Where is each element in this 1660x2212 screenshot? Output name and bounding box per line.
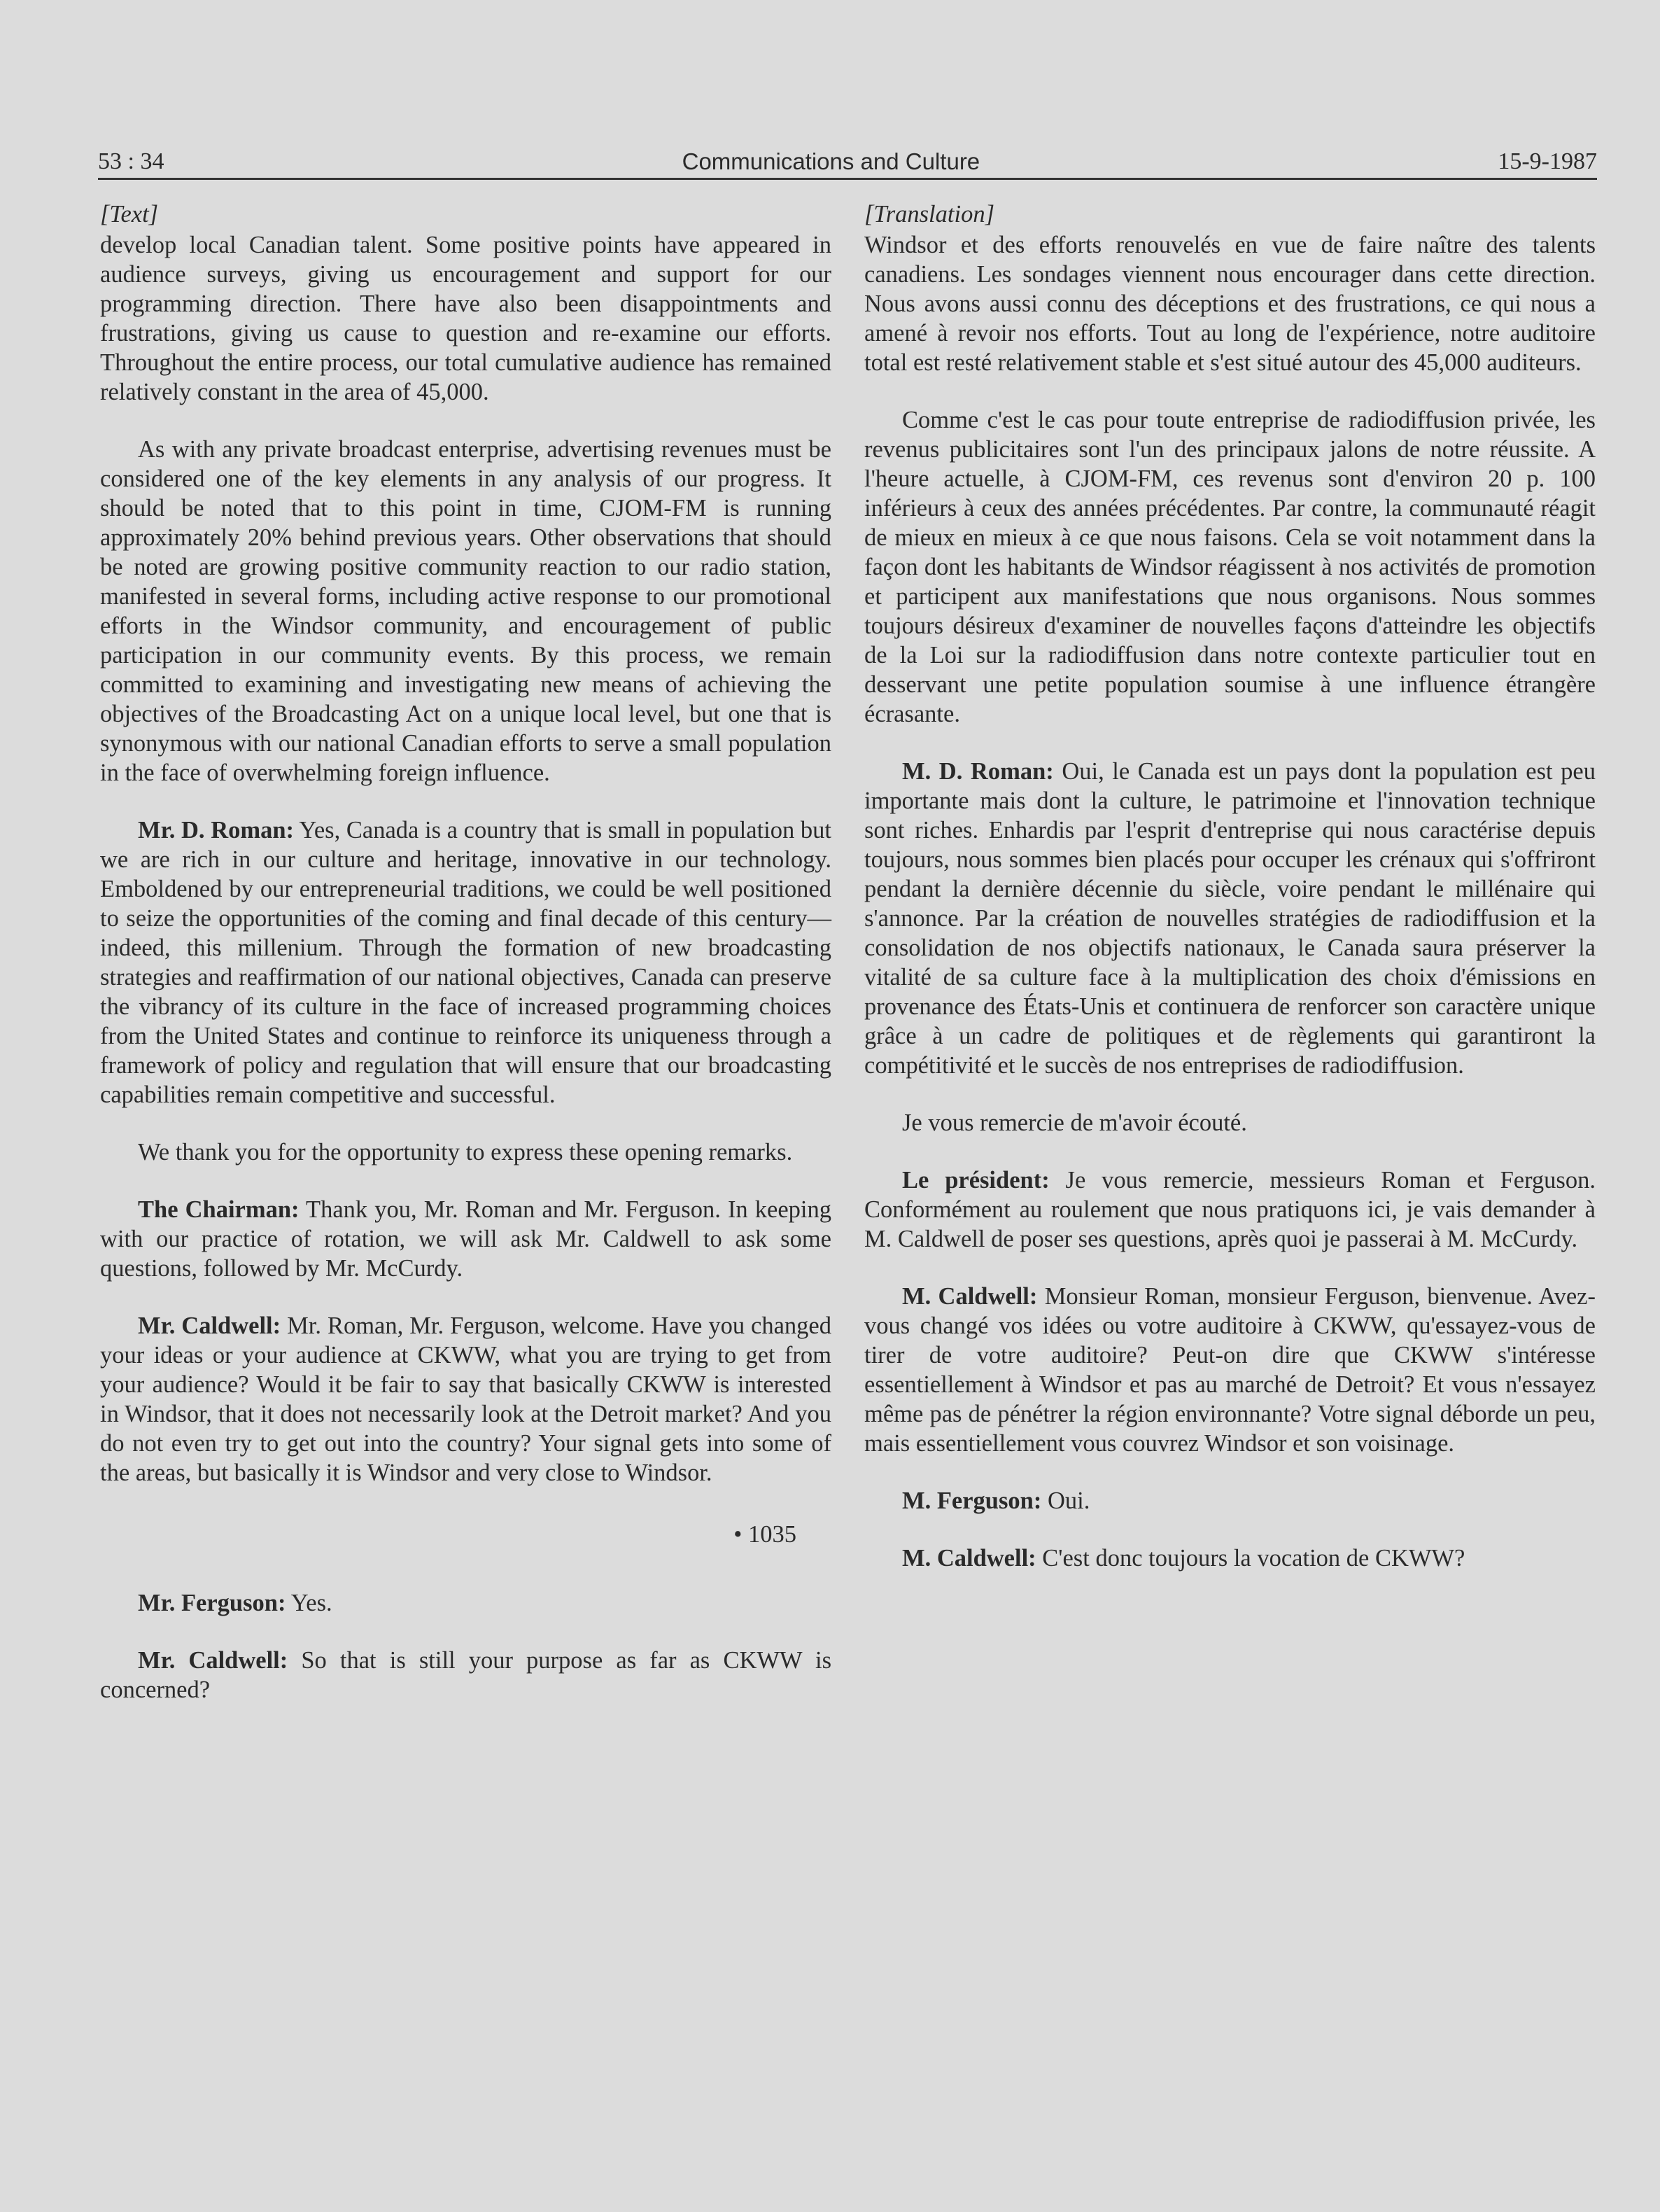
text-marker: [Text] bbox=[100, 201, 159, 227]
speaker-name: M. Caldwell: bbox=[902, 1283, 1038, 1310]
speech-paragraph bbox=[864, 757, 1596, 1080]
speaker-name: M. Caldwell: bbox=[902, 1545, 1036, 1572]
speech-paragraph bbox=[100, 1195, 831, 1283]
english-column bbox=[100, 200, 831, 1704]
issue-date: 15-9-1987 bbox=[1498, 148, 1597, 174]
speech-paragraph bbox=[100, 1588, 831, 1618]
time-stamp: • 1035 bbox=[733, 1521, 796, 1548]
paragraph: Je vous remercie de m'avoir écouté. bbox=[902, 1110, 1247, 1136]
speech-text: Oui. bbox=[1041, 1488, 1090, 1514]
translation-marker: [Translation] bbox=[864, 201, 994, 227]
speaker-name: Mr. Ferguson: bbox=[138, 1590, 286, 1616]
speech-paragraph bbox=[864, 1282, 1596, 1458]
speech-text: Monsieur Roman, monsieur Ferguson, bienvenue. Avez-vous changé vos idées ou votre auditoire à CKWW, qu'essayez-vous de tirer de votre auditoire? Peut-on dire que CKWW s'intéresse essentiellement à Windsor et pas au marché de Detroit? Et vous n'essayez même pas de pénétrer la région environnante? Votre signal déborde un peu, mais essentiellement vous couvrez Windsor et son voisinage. bbox=[864, 1283, 1596, 1457]
paragraph: Windsor et des efforts renouvelés en vue de faire naître des talents canadiens. Les sondages viennent nous encourager dans cette direction. Nous avons aussi connu des déceptions et des frustrations, ce qui nous a amené à revoir nos efforts. Tout au long de l'expérience, notre auditoire total est resté relativement stable et s'est situé autour des 45,000 auditeurs. bbox=[864, 232, 1596, 376]
french-column bbox=[864, 200, 1596, 1573]
speech-paragraph bbox=[100, 1311, 831, 1488]
paragraph: As with any private broadcast enterprise, advertising revenues must be considered one of the key elements in any analysis of our progress. It should be noted that to this point in time, CJOM-FM is running approximately 20% behind previous years. Other observations that should be noted are growing positive community reaction to our radio station, manifested in several forms, including active response to our promotional efforts in the Windsor community, and encouragement of public participation in our community events. By this process, we remain committed to examining and investigating new means of achieving the objectives of the Broadcasting Act on a unique local level, but one that is synonymous with our national Canadian efforts to serve a small population in the face of overwhelming foreign influence. bbox=[100, 436, 831, 786]
speech-paragraph bbox=[864, 1166, 1596, 1254]
speech-text: Yes, Canada is a country that is small in population but we are rich in our culture and heritage, innovative in our technology. Emboldened by our entrepreneurial traditions, we could be well positioned to seize the opportunities of the coming and final decade of this century—indeed, this millenium. Through the formation of new broadcasting strategies and reaffirmation of our national objectives, Canada can preserve the vibrancy of its culture in the face of increased programming choices from the United States and continue to reinforce its uniqueness through a framework of policy and regulation that will ensure that our broadcasting capabilities remain competitive and successful. bbox=[100, 817, 831, 1108]
speech-text: Mr. Roman, Mr. Ferguson, welcome. Have you changed your ideas or your audience at CKWW, what you are trying to get from your audience? Would it be fair to say that basically CKWW is interested in Windsor, that it does not necessarily look at the Detroit market? And you do not even try to get out into the country? Your signal gets into some of the areas, but basically it is Windsor and very close to Windsor. bbox=[100, 1312, 831, 1486]
running-header bbox=[98, 140, 1597, 180]
speech-text: C'est donc toujours la vocation de CKWW? bbox=[1036, 1545, 1465, 1572]
paragraph: develop local Canadian talent. Some positive points have appeared in audience surveys, giving us encouragement and support for our programming direction. There have also been disappointments and frustrations, giving us cause to question and re-examine our efforts. Throughout the entire process, our total cumulative audience has remained relatively constant in the area of 45,000. bbox=[100, 232, 831, 405]
speaker-name: Mr. D. Roman: bbox=[138, 817, 295, 844]
speaker-name: Mr. Caldwell: bbox=[138, 1647, 288, 1674]
speaker-name: M. D. Roman: bbox=[902, 758, 1054, 785]
speech-text: Yes. bbox=[286, 1590, 332, 1616]
speech-text: Oui, le Canada est un pays dont la population est peu importante mais dont la culture, le patrimoine et l'innovation technique sont riches. Enhardis par l'esprit d'entreprise qui nous caractérise depuis toujours, nous sommes bien placés pour occuper les crénaux qui s'offriront pendant la dernière décennie du siècle, voire pendant le millénaire qui s'annonce. Par la création de nouvelles stratégies de radiodiffusion et la consolidation de nos objectifs nationaux, le Canada saura préserver la vitalité de sa culture face à la multiplication des choix d'émissions en provenance des États-Unis et continuera de renforcer son caractère unique grâce à un cadre de politiques et de règlements qui garantiront la compétitivité et le succès de nos entreprises de radiodiffusion. bbox=[864, 758, 1596, 1079]
speech-paragraph bbox=[100, 816, 831, 1110]
speech-paragraph bbox=[864, 1544, 1596, 1573]
page-number: 53 : 34 bbox=[98, 148, 164, 174]
speaker-name: The Chairman: bbox=[138, 1196, 300, 1223]
speech-text: So that is still your purpose as far as CKWW is concerned? bbox=[100, 1647, 831, 1703]
speech-paragraph bbox=[100, 1646, 831, 1704]
speech-paragraph bbox=[864, 1486, 1596, 1516]
speech-text: Thank you, Mr. Roman and Mr. Ferguson. In keeping with our practice of rotation, we will ask Mr. Caldwell to ask some questions, followed by Mr. McCurdy. bbox=[100, 1196, 832, 1282]
paragraph: We thank you for the opportunity to express these opening remarks. bbox=[138, 1139, 793, 1166]
speech-text: Je vous remercie, messieurs Roman et Ferguson. Conformément au roulement que nous pratiquons ici, je vais demander à M. Caldwell de poser ses questions, après quoi je passerai à M. McCurdy. bbox=[864, 1167, 1596, 1252]
speaker-name: M. Ferguson: bbox=[902, 1488, 1042, 1514]
paragraph: Comme c'est le cas pour toute entreprise de radiodiffusion privée, les revenus publicitaires sont l'un des principaux jalons de notre réussite. A l'heure actuelle, à CJOM-FM, ces revenus sont d'environ 20 p. 100 inférieurs à ceux des années précédentes. Par contre, la communauté réagit de mieux en mieux à ce que nous faisons. Cela se voit notamment dans la façon dont les habitants de Windsor réagissent à nos activités de promotion et participent aux manifestations que nous organisons. Nous sommes toujours désireux d'examiner de nouvelles façons d'atteindre les objectifs de la Loi sur la radiodiffusion dans notre contexte particulier tout en desservant une petite population soumise à une influence étrangère écrasante. bbox=[864, 407, 1596, 727]
speaker-name: Le président: bbox=[902, 1167, 1050, 1194]
speaker-name: Mr. Caldwell: bbox=[138, 1312, 281, 1339]
publication-title: Communications and Culture bbox=[682, 148, 980, 174]
